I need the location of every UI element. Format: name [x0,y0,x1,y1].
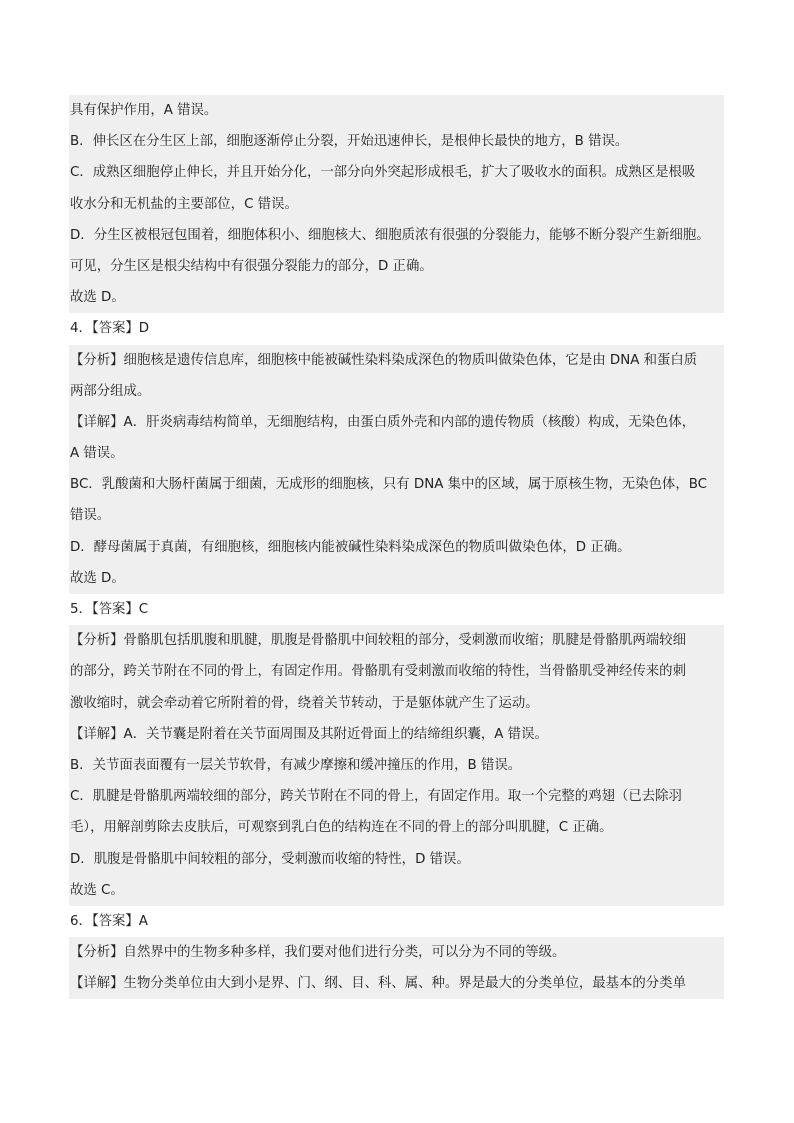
explanation-line: 具有保护作用，A 错误。 [69,95,724,126]
explanation-line: 收水分和无机盐的主要部位，C 错误。 [69,189,724,220]
explanation-line: 【分析】骨骼肌包括肌腹和肌腱，肌腹是骨骼肌中间较粗的部分，受刺激而收缩；肌腱是骨骼肌两端较细 [69,625,724,656]
answer-heading: 6．【答案】A [69,906,724,937]
explanation-line: 错误。 [69,500,724,531]
explanation-line: 毛），用解剖剪除去皮肤后，可观察到乳白色的结构连在不同的骨上的部分叫肌腱，C 正确。 [69,812,724,843]
explanation-line: 故选 D。 [69,563,724,594]
answer-explanation-body [69,95,724,999]
explanation-line: C．成熟区细胞停止伸长，并且开始分化，一部分向外突起形成根毛，扩大了吸收水的面积。成熟区是根吸 [69,157,724,188]
explanation-line: 两部分组成。 [69,376,724,407]
explanation-line: D．肌腹是骨骼肌中间较粗的部分，受刺激而收缩的特性，D 错误。 [69,844,724,875]
explanation-line: 【详解】A．肝炎病毒结构简单，无细胞结构，由蛋白质外壳和内部的遗传物质（核酸）构成，无染色体， [69,407,724,438]
explanation-line: 激收缩时，就会牵动着它所附着的骨，绕着关节转动，于是躯体就产生了运动。 [69,688,724,719]
answer-heading: 4．【答案】D [69,313,724,344]
answer-heading: 5．【答案】C [69,594,724,625]
explanation-line: 故选 D。 [69,282,724,313]
explanation-line: 【分析】细胞核是遗传信息库，细胞核中能被碱性染料染成深色的物质叫做染色体，它是由 DNA 和蛋白质 [69,345,724,376]
explanation-line: 【详解】生物分类单位由大到小是界、门、纲、目、科、属、种。界是最大的分类单位，最基本的分类单 [69,968,724,999]
explanation-line: D．分生区被根冠包围着，细胞体积小、细胞核大、细胞质浓有很强的分裂能力，能够不断分裂产生新细胞。 [69,220,724,251]
explanation-line: A 错误。 [69,438,724,469]
explanation-line: B．伸长区在分生区上部，细胞逐渐停止分裂，开始迅速伸长，是根伸长最快的地方，B 错误。 [69,126,724,157]
explanation-line: 【分析】自然界中的生物多种多样，我们要对他们进行分类，可以分为不同的等级。 [69,937,724,968]
explanation-line: 的部分，跨关节附在不同的骨上，有固定作用。骨骼肌有受刺激而收缩的特性，当骨骼肌受神经传来的刺 [69,656,724,687]
explanation-line: 【详解】A．关节囊是附着在关节面周围及其附近骨面上的结缔组织囊，A 错误。 [69,719,724,750]
explanation-line: D．酵母菌属于真菌，有细胞核，细胞核内能被碱性染料染成深色的物质叫做染色体，D 正确。 [69,532,724,563]
explanation-line: BC．乳酸菌和大肠杆菌属于细菌，无成形的细胞核，只有 DNA 集中的区域，属于原核生物，无染色体，BC [69,469,724,500]
explanation-line: 故选 C。 [69,875,724,906]
explanation-line: B．关节面表面覆有一层关节软骨，有减少摩擦和缓冲撞压的作用，B 错误。 [69,750,724,781]
explanation-line: 可见，分生区是根尖结构中有很强分裂能力的部分，D 正确。 [69,251,724,282]
explanation-line: C．肌腱是骨骼肌两端较细的部分，跨关节附在不同的骨上，有固定作用。取一个完整的鸡翅（已去除羽 [69,781,724,812]
